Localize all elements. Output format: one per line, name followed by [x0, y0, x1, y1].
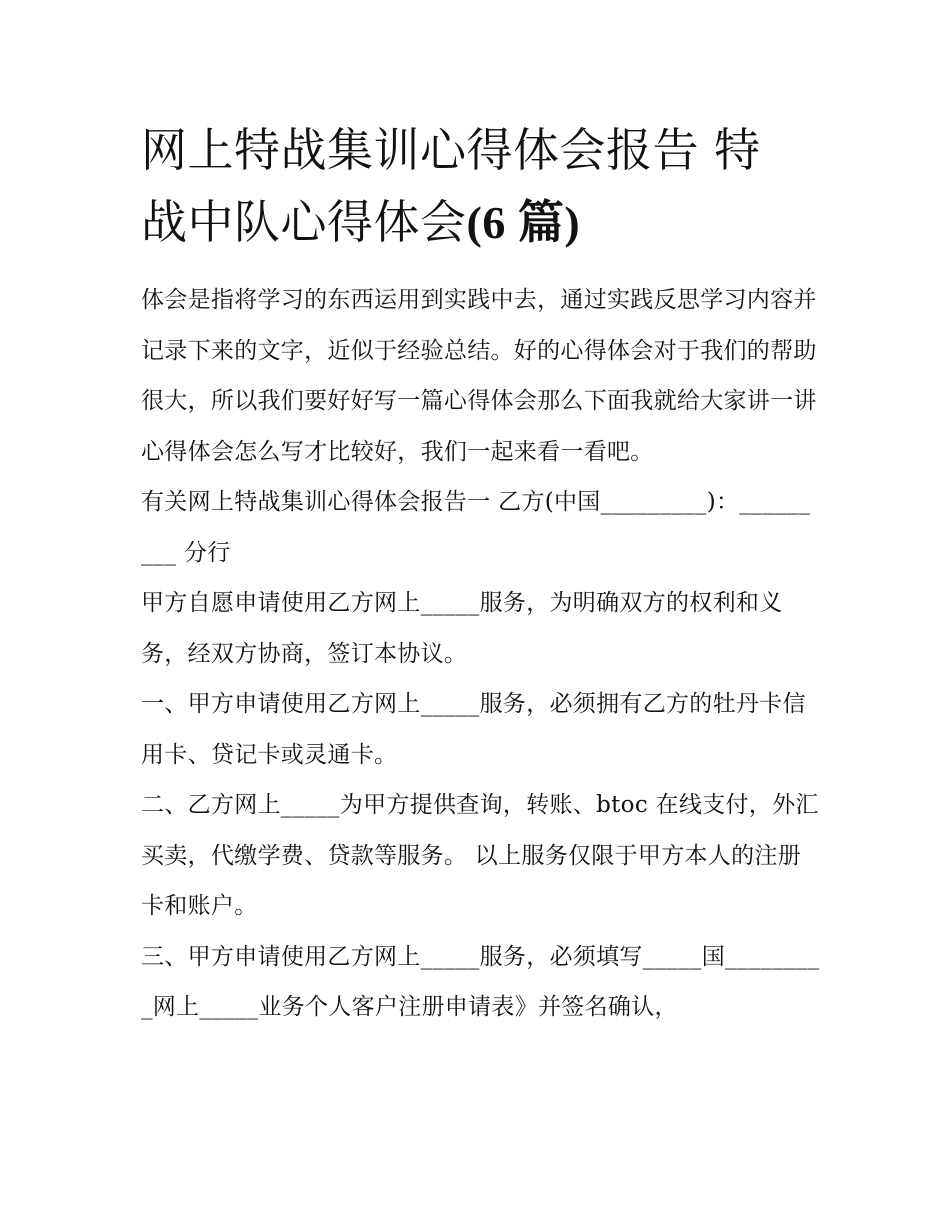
clause-2-paragraph: 二、乙方网上_____为甲方提供查询，转账、btoc 在线支付，外汇买卖，代缴学费、贷款等服务。 以上服务仅限于甲方本人的注册卡和账户。: [141, 792, 819, 919]
title-line-1: 网上特战集训心得体会报告 特: [141, 123, 761, 177]
agreement-header-paragraph: 有关网上特战集训心得体会报告一 乙方(中国_________)：_________ 分行: [141, 489, 811, 566]
intro-paragraph: 体会是指将学习的东西运用到实践中去，通过实践反思学习内容并记录下来的文字，近似于经验总结。好的心得体会对于我们的帮助很大，所以我们要好好写一篇心得体会那么下面我就给大家讲一讲心得体会怎么写才比较好，我们一起来看一看吧。: [141, 287, 817, 465]
document-title: [141, 114, 821, 259]
agreement-preamble-paragraph: 甲方自愿申请使用乙方网上_____服务，为明确双方的权利和义务，经双方协商，签订本协议。: [141, 590, 783, 667]
clause-3-paragraph: 三、甲方申请使用乙方网上_____服务，必须填写_____国_________网上_____业务个人客户注册申请表》并签名确认，: [141, 943, 820, 1020]
document-body: [141, 114, 821, 1033]
title-line-2: 战中队心得体会: [141, 195, 467, 249]
clause-1-paragraph: 一、甲方申请使用乙方网上_____服务，必须拥有乙方的牡丹卡信用卡、贷记卡或灵通卡。: [141, 691, 806, 768]
title-count: (6 篇): [466, 197, 581, 248]
